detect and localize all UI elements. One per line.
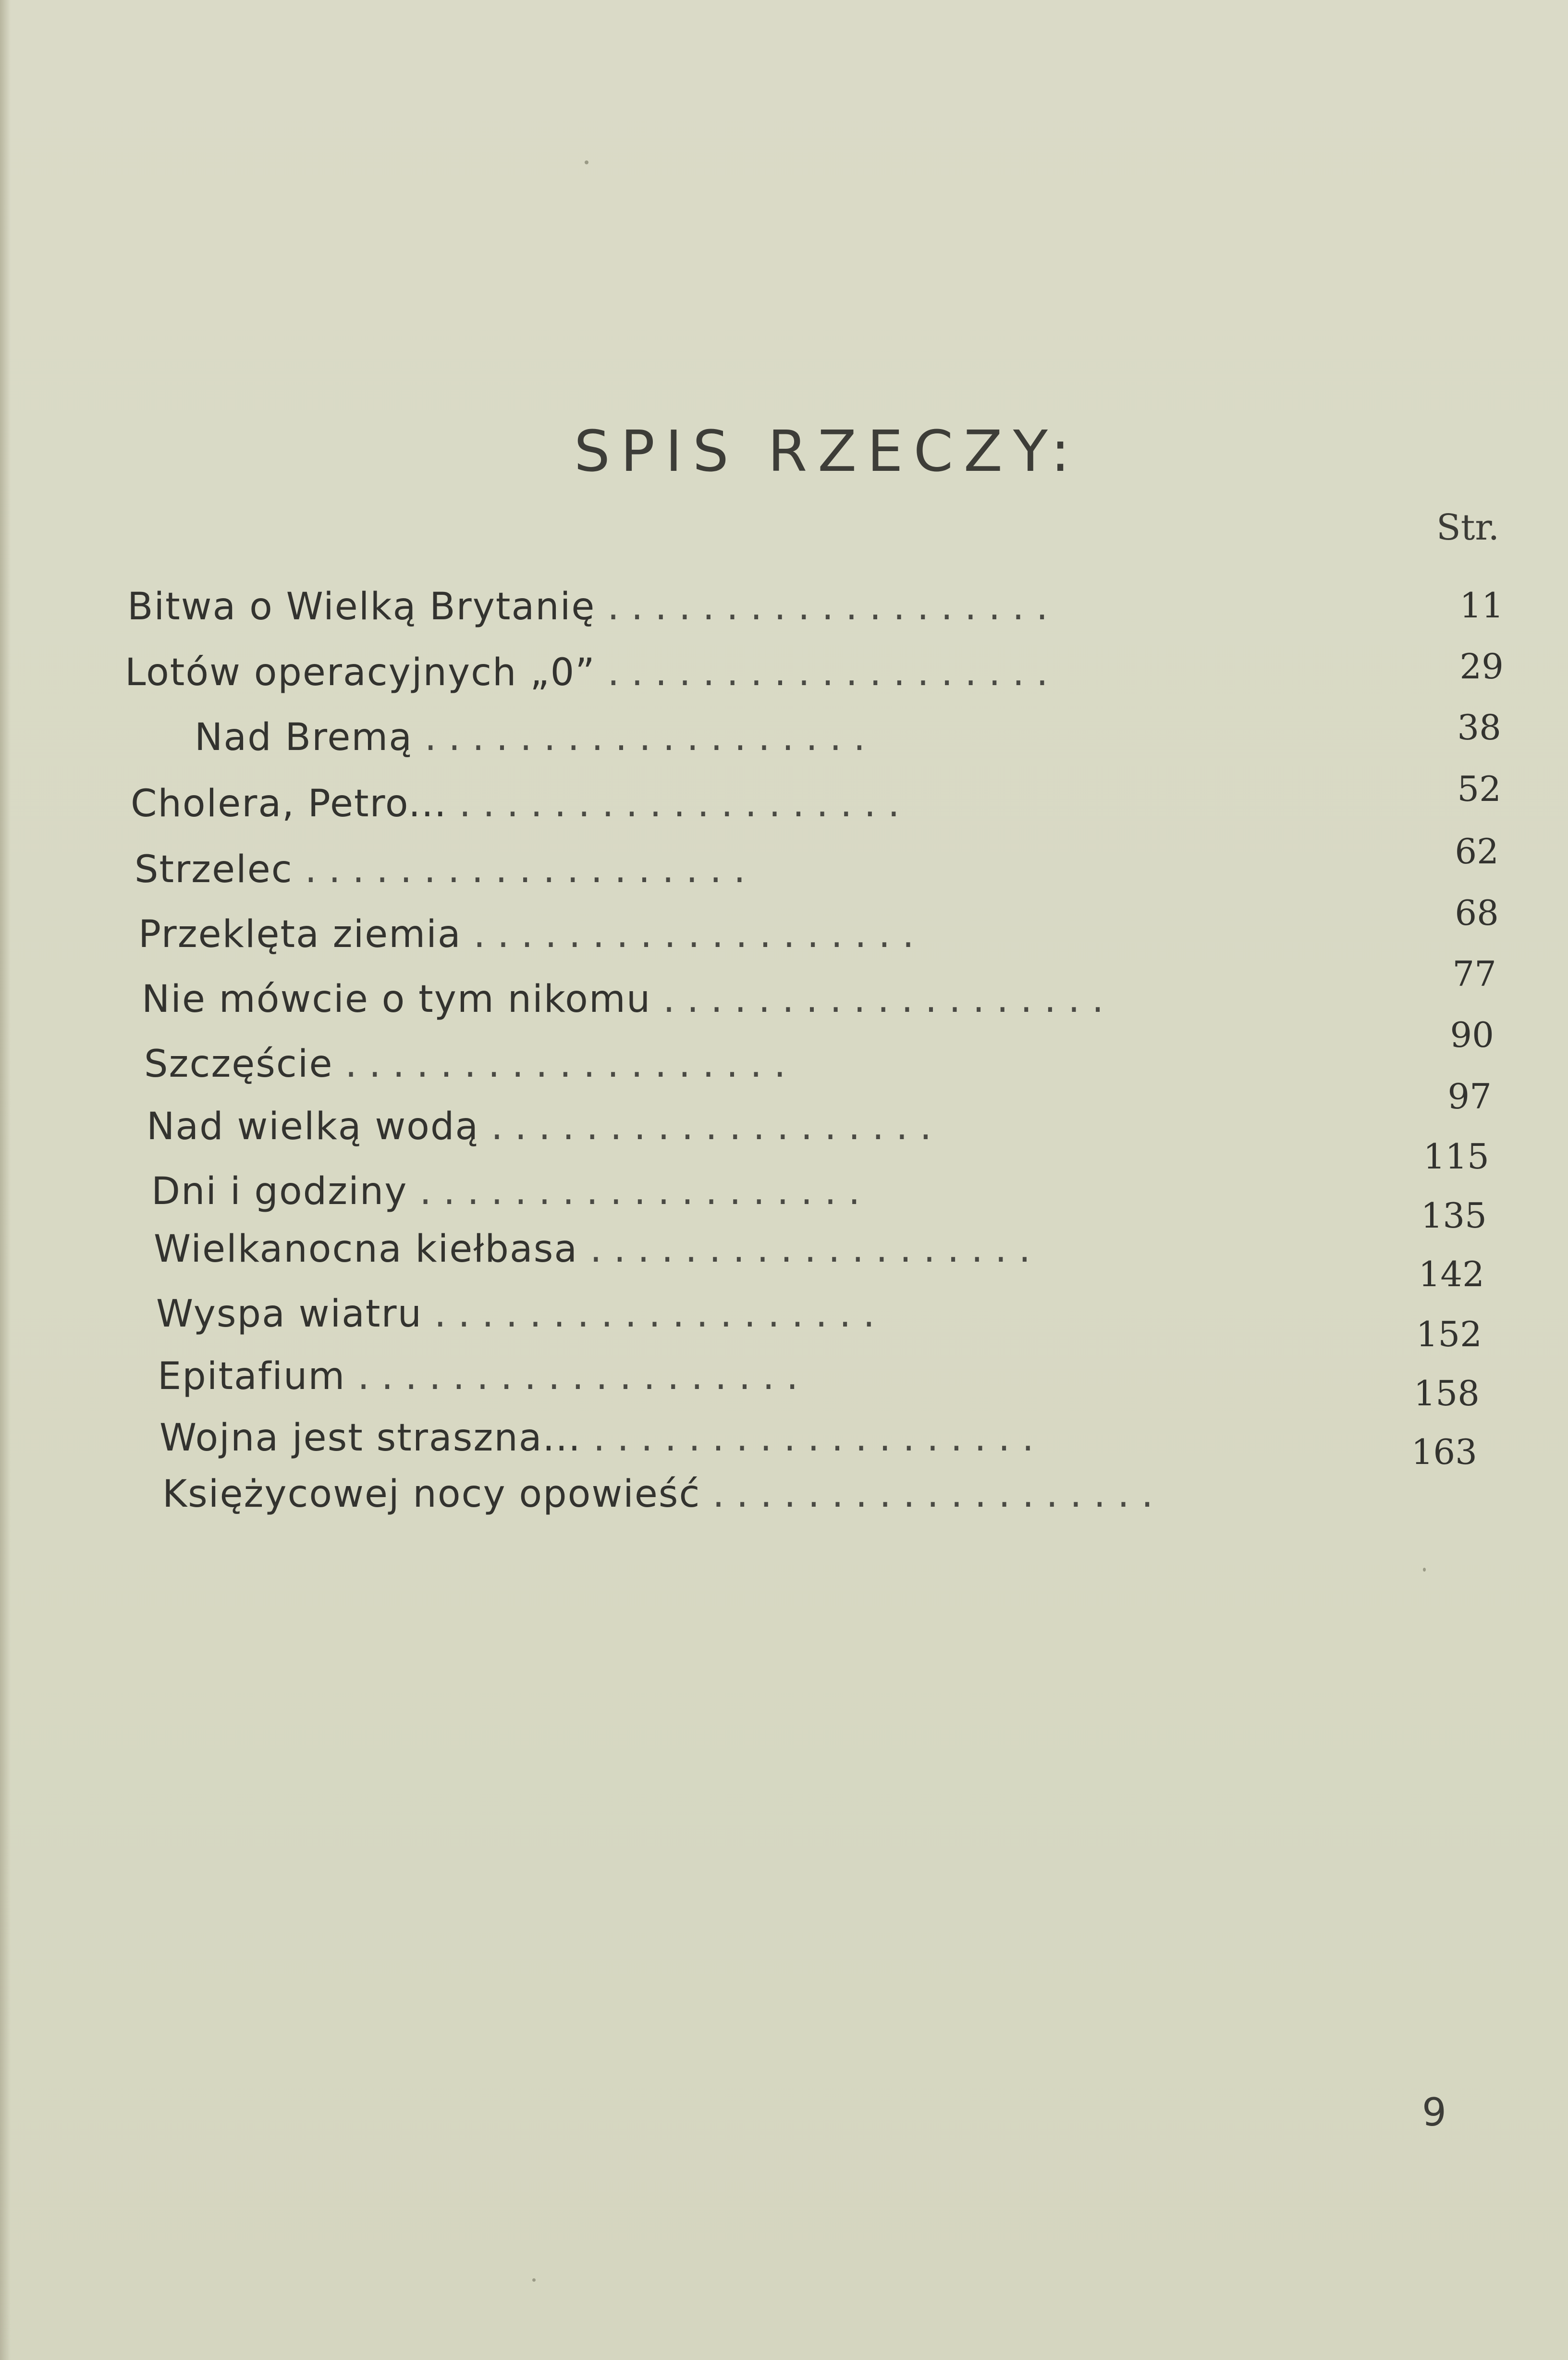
toc-entry-title: Nie mówcie o tym nikomu (142, 978, 651, 1021)
toc-entry-title: Strzelec (135, 848, 293, 891)
dot-leader: . . . . . . . . . . . . . . . . . . . (663, 978, 1104, 1021)
toc-entry (125, 651, 1048, 694)
toc-entry-title: Nad wielką wodą (147, 1105, 479, 1148)
toc-entry (156, 1292, 875, 1336)
dot-leader: . . . . . . . . . . . . . . . . . . . (712, 1473, 1153, 1516)
dot-leader: . . . . . . . . . . . . . . . . . . . (424, 716, 866, 759)
toc-entry-title: Lotów operacyjnych „0” (125, 651, 596, 694)
dot-leader: . . . . . . . . . . . . . . . . . . . (419, 1170, 860, 1213)
toc-entry (151, 1170, 860, 1213)
toc-entry-title: Wielkanocna kiełbasa (154, 1228, 578, 1271)
dot-leader: . . . . . . . . . . . . . . . . . . . (589, 1228, 1031, 1271)
toc-entry-page: 52 (1457, 769, 1501, 809)
toc-entry-page: 29 (1459, 646, 1504, 687)
toc-entry-page: 158 (1413, 1373, 1480, 1414)
dot-leader: . . . . . . . . . . . . . . . . . . . (490, 1105, 932, 1148)
toc-entry (135, 848, 746, 891)
dot-leader: . . . . . . . . . . . . . . . . . . . (305, 848, 746, 891)
paper-speck (1423, 1568, 1426, 1572)
toc-entry-page: 38 (1457, 707, 1501, 748)
dot-leader: . . . . . . . . . . . . . . . . . . . (593, 1416, 1034, 1460)
toc-entry-page: 11 (1459, 585, 1504, 626)
toc-entry-page: 77 (1452, 954, 1496, 994)
toc-entry (142, 978, 1104, 1021)
dot-leader: . . . . . . . . . . . . . . . . . . . (607, 651, 1048, 694)
page-number: 9 (1422, 2090, 1446, 2135)
toc-entry (162, 1473, 1153, 1516)
toc-entry-page: 90 (1450, 1015, 1494, 1055)
dot-leader: . . . . . . . . . . . . . . . . . . . (607, 585, 1048, 628)
toc-entry-page: 135 (1421, 1195, 1487, 1236)
toc-entry-page: 62 (1455, 831, 1499, 872)
toc-entry-page: 142 (1418, 1254, 1484, 1294)
dot-leader: . . . . . . . . . . . . . . . . . . . (357, 1355, 798, 1398)
toc-entry (195, 716, 865, 759)
toc-entry-title: Cholera, Petro... (131, 782, 447, 825)
toc-entry-title: Epitafium (158, 1355, 346, 1398)
toc-entry-page: 115 (1423, 1136, 1489, 1177)
toc-entry-title: Szczęście (144, 1043, 333, 1086)
toc-entry (127, 585, 1048, 628)
toc-entry (147, 1105, 931, 1148)
toc-entry-title: Dni i godziny (151, 1170, 408, 1213)
page-gutter-shadow (0, 0, 11, 2360)
paper-speck (585, 160, 588, 164)
toc-entry-page: 97 (1447, 1076, 1492, 1117)
toc-entry-title: Nad Bremą (195, 716, 413, 759)
toc-entry (154, 1228, 1030, 1271)
toc-entry-title: Bitwa o Wielką Brytanię (127, 585, 596, 628)
toc-entry-title: Wyspa wiatru (156, 1292, 423, 1336)
toc-entry-title: Przeklęta ziemia (138, 913, 462, 956)
page-column-label: Str. (1436, 507, 1500, 548)
dot-leader: . . . . . . . . . . . . . . . . . . . (345, 1043, 786, 1086)
toc-entry (158, 1355, 798, 1398)
toc-entry (144, 1043, 786, 1086)
toc-entry-page: 163 (1411, 1432, 1477, 1472)
toc-entry-page: 152 (1416, 1314, 1482, 1354)
toc-entry (159, 1416, 1034, 1460)
toc-entry (138, 913, 914, 956)
dot-leader: . . . . . . . . . . . . . . . . . . . (459, 782, 900, 825)
dot-leader: . . . . . . . . . . . . . . . . . . . (473, 913, 914, 956)
paper-speck (532, 2278, 536, 2282)
dot-leader: . . . . . . . . . . . . . . . . . . . (434, 1292, 875, 1336)
toc-entry-page: 68 (1455, 893, 1499, 933)
toc-entry-title: Wojna jest straszna... (159, 1416, 581, 1460)
toc-entry-title: Księżycowej nocy opowieść (162, 1473, 701, 1516)
toc-entry (131, 782, 900, 825)
toc-heading: SPIS RZECZY: (574, 418, 1081, 484)
